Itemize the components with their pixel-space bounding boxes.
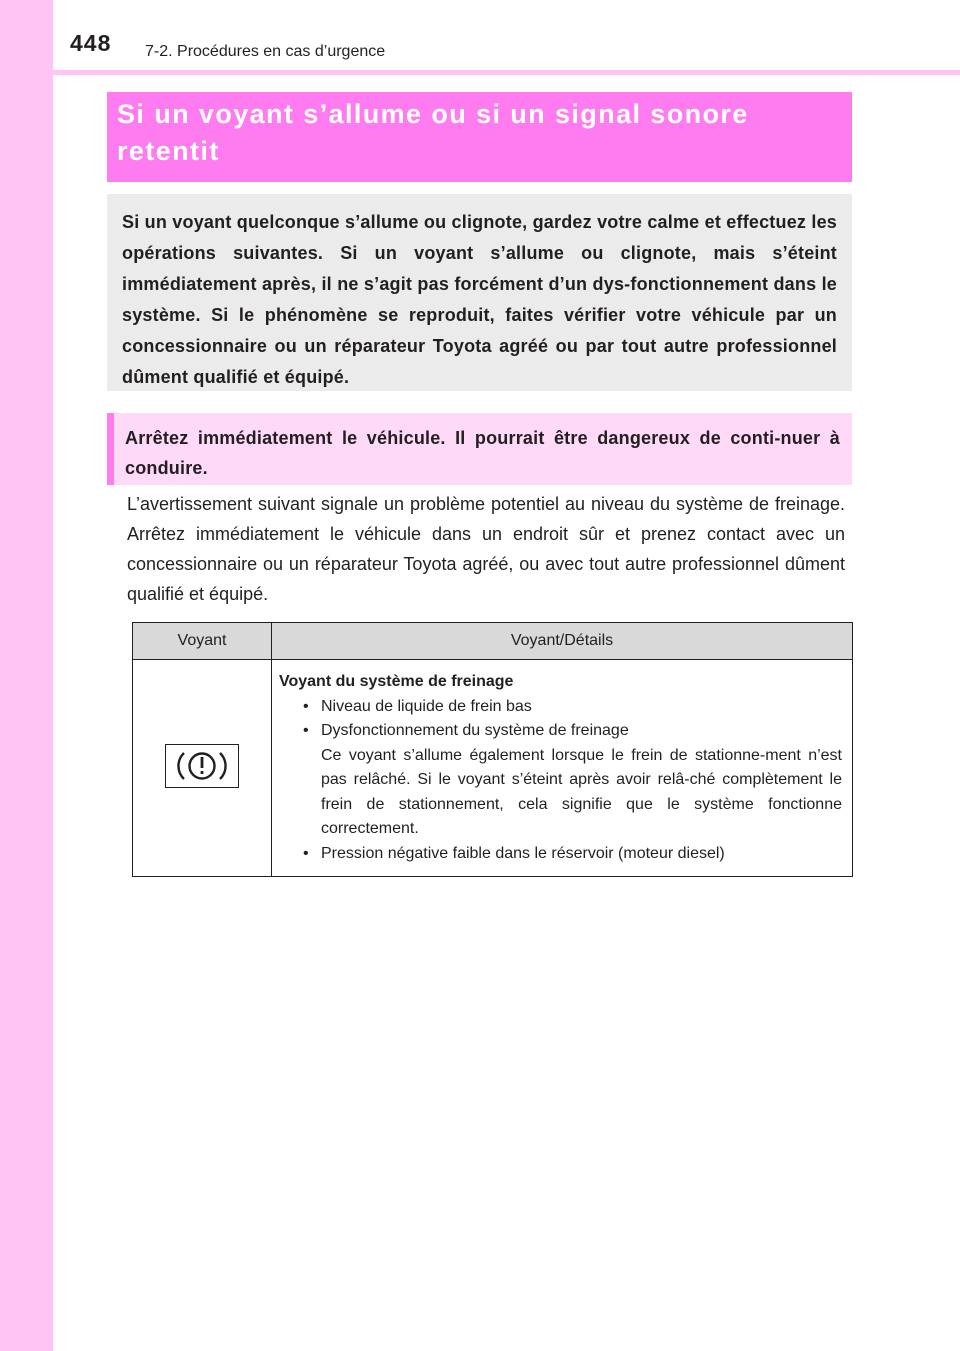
list-item-text: Pression négative faible dans le réservoir (moteur diesel) — [321, 844, 725, 862]
brake-system-warning-icon — [165, 744, 239, 788]
table-header-row — [133, 623, 853, 660]
page-number: 448 — [70, 30, 112, 56]
warning-text: Arrêtez immédiatement le véhicule. Il pourrait être dangereux de conti-nuer à conduire. — [125, 428, 840, 478]
warning-box — [107, 413, 852, 485]
warning-light-table — [132, 622, 853, 877]
column-header-details: Voyant/Détails — [272, 623, 853, 660]
detail-list — [279, 695, 842, 867]
column-header-voyant: Voyant — [133, 623, 272, 660]
list-item — [279, 719, 842, 842]
detail-note: Ce voyant s’allume également lorsque le frein de stationne-ment n’est pas relâché. Si le voyant s’éteint après avoir relâ-ché complètement le frein de stationnement, cela signifie que le système fonctionne correctement. — [321, 746, 842, 837]
page-title: Si un voyant s’allume ou si un signal sonore retentit — [117, 99, 749, 166]
section-heading: 7-2. Procédures en cas d’urgence — [145, 43, 386, 60]
list-item — [279, 842, 842, 867]
header-rule — [53, 70, 960, 75]
bullet: • — [303, 722, 309, 739]
title-bar — [107, 92, 852, 182]
details-cell — [272, 660, 853, 877]
bullet: • — [303, 844, 309, 862]
list-item-text: Dysfonctionnement du système de freinage — [321, 722, 629, 739]
bullet: • — [303, 697, 309, 715]
intro-text: Si un voyant quelconque s’allume ou clignote, gardez votre calme et effectuez les opérations suivantes. Si un voyant s’allume ou clignote, mais s’éteint immédiatement après, il ne s’agit pas forcément d’un dys-fonctionnement dans le système. Si le phénomène se reproduit, faites vérifier votre véhicule par un concessionnaire ou un réparateur Toyota agréé ou par tout autre professionnel dûment qualifié et équipé. — [122, 212, 837, 387]
icon-cell — [133, 660, 272, 877]
side-color-strip — [0, 0, 53, 1351]
detail-title: Voyant du système de freinage — [279, 673, 514, 690]
list-item-text: Niveau de liquide de frein bas — [321, 697, 532, 715]
list-item — [279, 695, 842, 720]
intro-box — [107, 194, 852, 391]
table-row — [133, 660, 853, 877]
body-paragraph: L’avertissement suivant signale un problème potentiel au niveau du système de freinage. Arrêtez immédiatement le véhicule dans un endroit sûr et prenez contact avec un concessionnaire ou un réparateur Toyota agréé, ou avec tout autre professionnel dûment qualifié et équipé. — [127, 494, 845, 604]
body-paragraph-block — [127, 489, 845, 609]
